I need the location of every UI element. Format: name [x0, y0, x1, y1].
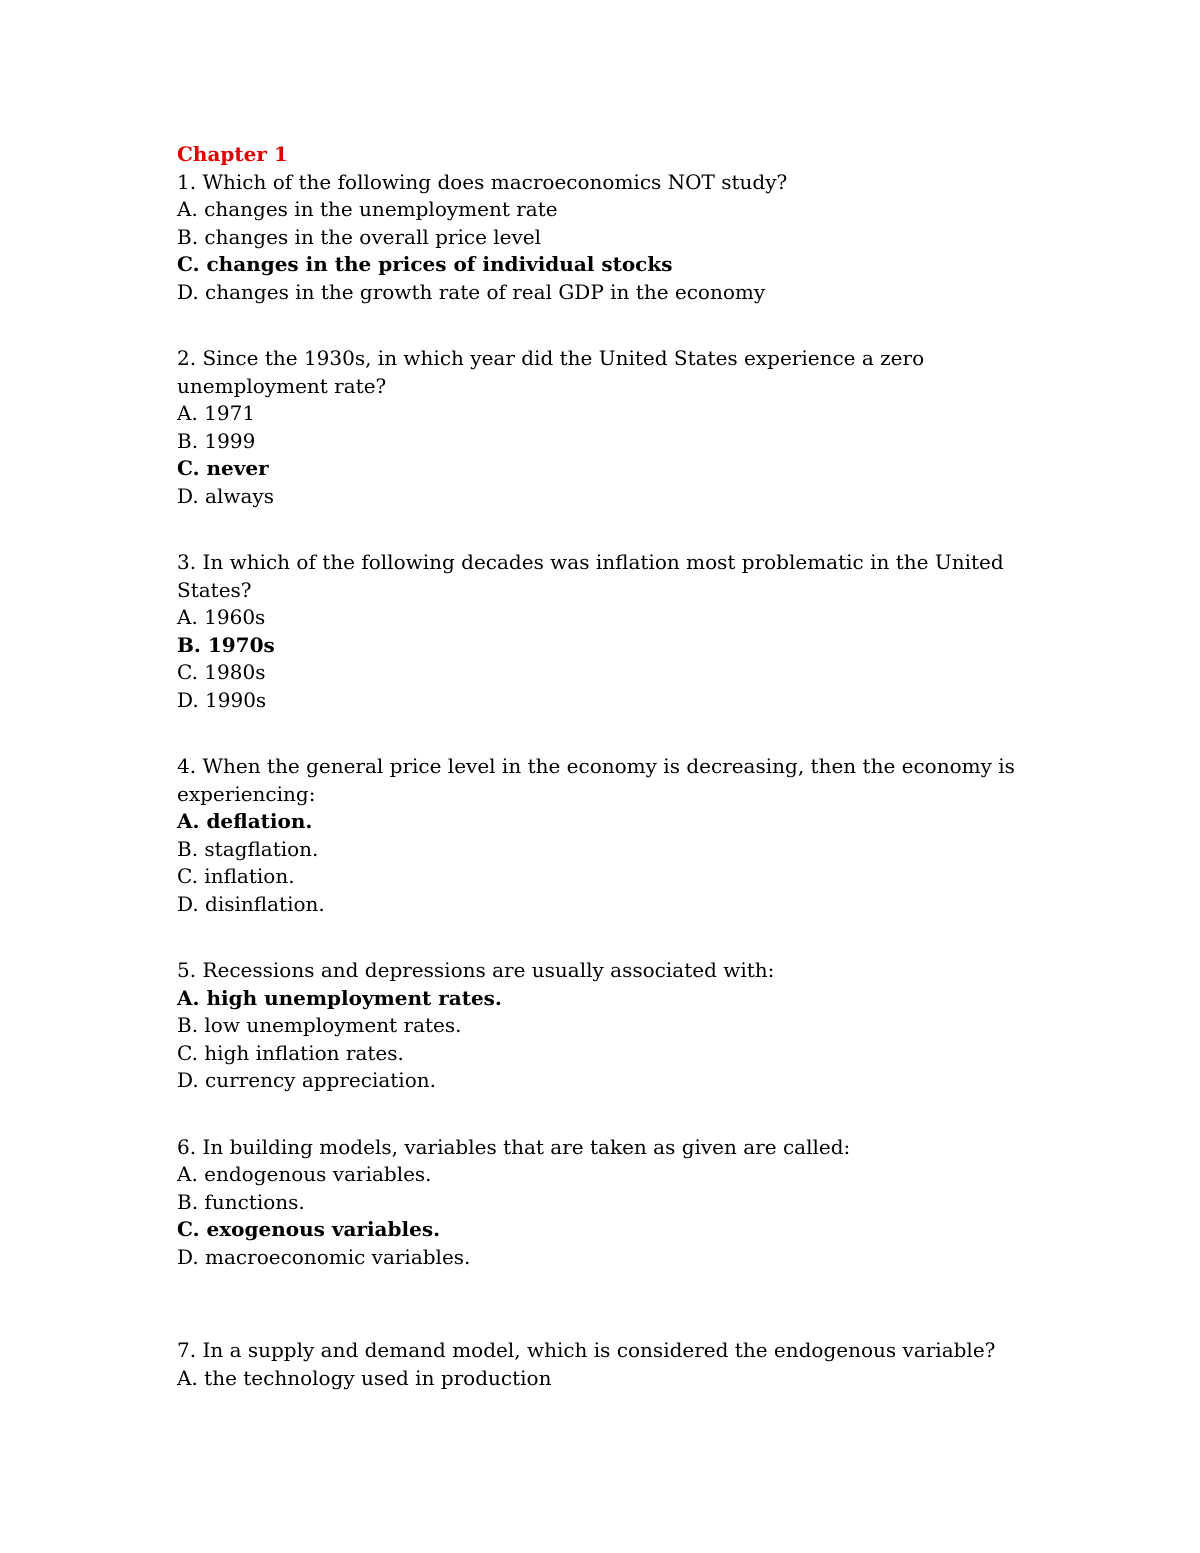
option-c: C. inflation.: [177, 864, 295, 888]
option-a: A. endogenous variables.: [177, 1162, 432, 1186]
question-5: [177, 957, 1057, 1095]
question-4: [177, 753, 1057, 918]
question-2: [177, 345, 1057, 510]
option-a: A. 1971: [177, 401, 256, 425]
spacer: [177, 1271, 1057, 1337]
option-a-correct-answer: A. deflation.: [177, 809, 313, 833]
option-a: A. changes in the unemployment rate: [177, 197, 558, 221]
question-text: 3. In which of the following decades was inflation most problematic in the United States?: [177, 550, 1004, 602]
option-d: D. 1990s: [177, 687, 267, 712]
option-b: B. functions.: [177, 1189, 305, 1214]
option-c-correct-answer: C. changes in the prices of individual stocks: [177, 252, 673, 276]
spacer: [177, 306, 1057, 345]
question-text: 5. Recessions and depressions are usually associated with:: [177, 958, 775, 982]
option-b: B. 1999: [177, 428, 256, 453]
option-a: A. the technology used in production: [177, 1365, 552, 1390]
question-text: 6. In building models, variables that are taken as given are called:: [177, 1134, 851, 1159]
option-c-correct-answer: C. exogenous variables.: [177, 1217, 441, 1241]
question-text: 4. When the general price level in the economy is decreasing, then the economy is experiencing:: [177, 754, 1015, 806]
document-content: [177, 141, 1057, 1392]
option-c: C. 1980s: [177, 660, 266, 684]
option-b: B. stagflation.: [177, 836, 319, 861]
spacer: [177, 1095, 1057, 1134]
option-b: B. changes in the overall price level: [177, 224, 542, 249]
spacer: [177, 510, 1057, 549]
question-6: [177, 1134, 1057, 1272]
option-d: D. disinflation.: [177, 891, 325, 916]
option-d: D. macroeconomic variables.: [177, 1244, 471, 1269]
option-c: C. high inflation rates.: [177, 1040, 404, 1065]
option-d: D. changes in the growth rate of real GDP in the economy: [177, 279, 766, 304]
option-d: D. always: [177, 483, 274, 508]
question-text: 2. Since the 1930s, in which year did the United States experience a zero unemployment rate?: [177, 346, 925, 398]
question-text: 7. In a supply and demand model, which is considered the endogenous variable?: [177, 1338, 996, 1362]
option-d: D. currency appreciation.: [177, 1068, 436, 1092]
spacer: [177, 918, 1057, 957]
chapter-title: Chapter 1: [177, 142, 288, 166]
question-text: 1. Which of the following does macroeconomics NOT study?: [177, 169, 788, 194]
option-b: B. low unemployment rates.: [177, 1013, 462, 1037]
option-a-correct-answer: A. high unemployment rates.: [177, 985, 502, 1010]
question-1: [177, 169, 1057, 307]
question-3: [177, 549, 1057, 714]
option-c-correct-answer: C. never: [177, 456, 269, 480]
option-b-correct-answer: B. 1970s: [177, 632, 275, 657]
question-7: [177, 1337, 1057, 1392]
option-a: A. 1960s: [177, 605, 266, 629]
spacer: [177, 714, 1057, 753]
